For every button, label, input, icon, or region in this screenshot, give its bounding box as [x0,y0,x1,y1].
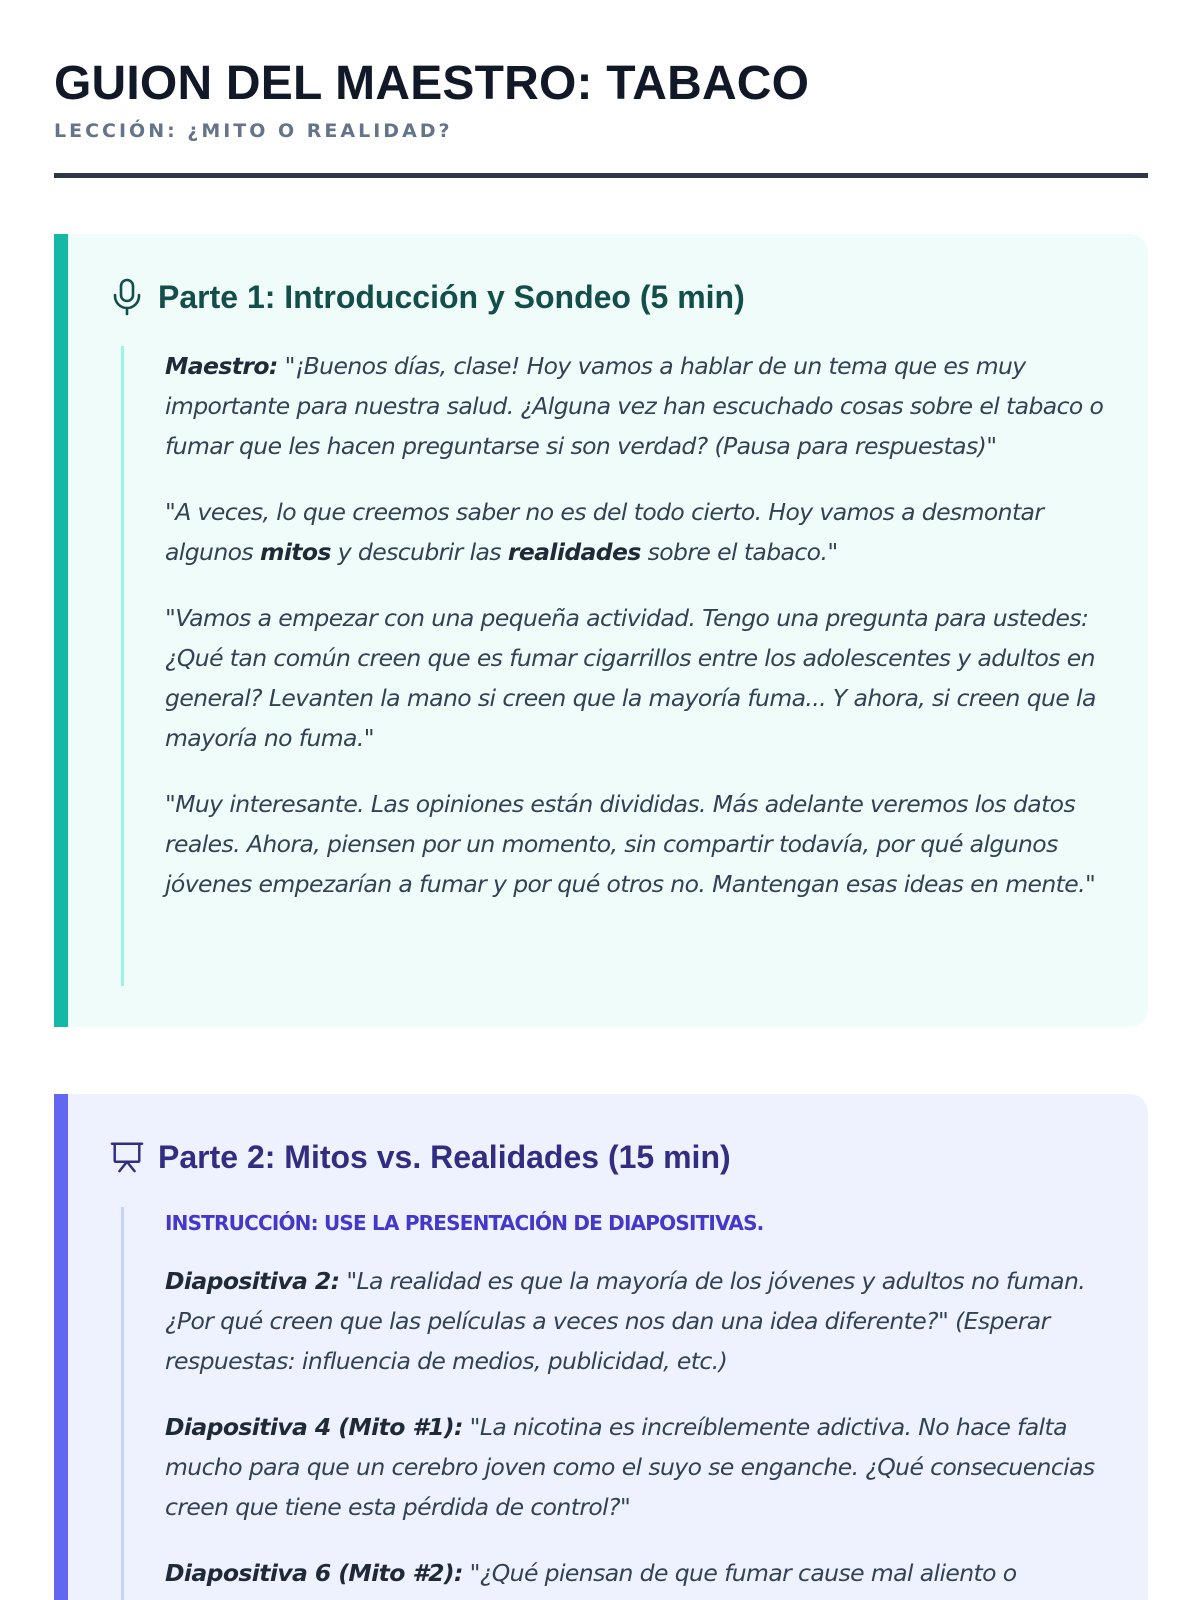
slide-label: Diapositiva 6 (Mito #2): [165,1559,463,1587]
paragraph-text: sobre el tabaco." [640,538,838,566]
slide-note [165,1261,1110,1381]
header-divider [54,173,1148,178]
slide-text: "La nicotina es increíblemente adictiva. No hace falta mucho para que un cerebro joven como el suyo se enganche. ¿Qué consecuencias creen que tiene esta pérdida de control?" [165,1413,1095,1521]
part2-quote-line [121,1207,124,1600]
part1-header [110,278,745,316]
part1-section [54,234,1148,1027]
part2-script [121,1207,1110,1600]
slide-note [165,1407,1110,1527]
slide-note [165,1553,1110,1593]
part1-paragraph: "Muy interesante. Las opiniones están divididas. Más adelante veremos los datos reales. Ahora, piensen por un momento, sin compartir todavía, por qué algunos jóvenes empezarían a fumar y por qué otros no. Mantengan esas ideas en mente." [165,790,1096,898]
part1-paragraph [165,346,1110,466]
instruction-label: INSTRUCCIÓN: USE LA PRESENTACIÓN DE DIAPOSITIVAS. [165,1211,764,1235]
presentation-icon [110,1138,144,1176]
part1-quote-line [121,346,124,986]
part2-title: Parte 2: Mitos vs. Realidades (15 min) [158,1138,731,1175]
emphasis-realidades: realidades [507,538,641,566]
slide-text: "¿Qué piensan de que fumar cause mal aliento o [469,1559,1017,1587]
page-subtitle: LECCIÓN: ¿MITO O REALIDAD? [54,120,453,142]
page-header [54,58,1148,142]
part1-accent-bar [54,234,68,1027]
paragraph-text: "A veces, lo que creemos saber no es del todo cierto. Hoy vamos a desmontar algunos [165,498,1044,566]
part1-paragraph: "Vamos a empezar con una pequeña actividad. Tengo una pregunta para ustedes: ¿Qué tan común creen que es fumar cigarrillos entre los adolescentes y adultos en general? Levanten la mano si creen que la mayoría fuma... Y ahora, si creen que la mayoría no fuma." [165,604,1096,752]
speaker-label: Maestro: [165,352,278,380]
emphasis-mitos: mitos [259,538,331,566]
part1-title: Parte 1: Introducción y Sondeo (5 min) [158,278,745,315]
slide-label: Diapositiva 2: [165,1267,340,1295]
slide-text: "La realidad es que la mayoría de los jóvenes y adultos no fuman. ¿Por qué creen que las películas a veces nos dan una idea diferente?" (Esperar respuestas: influencia de medios, publicidad, etc.) [165,1267,1086,1375]
part2-section [54,1094,1148,1600]
part2-header [110,1138,731,1176]
slide-label: Diapositiva 4 (Mito #1): [165,1413,463,1441]
part1-paragraph [165,492,1110,572]
part2-accent-bar [54,1094,68,1600]
microphone-icon [110,278,144,316]
paragraph-text: y descubrir las [330,538,508,566]
part1-script [121,346,1110,986]
page-title: GUION DEL MAESTRO: TABACO [54,57,810,110]
paragraph-text: "¡Buenos días, clase! Hoy vamos a hablar de un tema que es muy importante para nuestra salud. ¿Alguna vez han escuchado cosas sobre el tabaco o fumar que les hacen preguntarse si son verdad? (Pausa para respuestas)" [165,352,1104,460]
